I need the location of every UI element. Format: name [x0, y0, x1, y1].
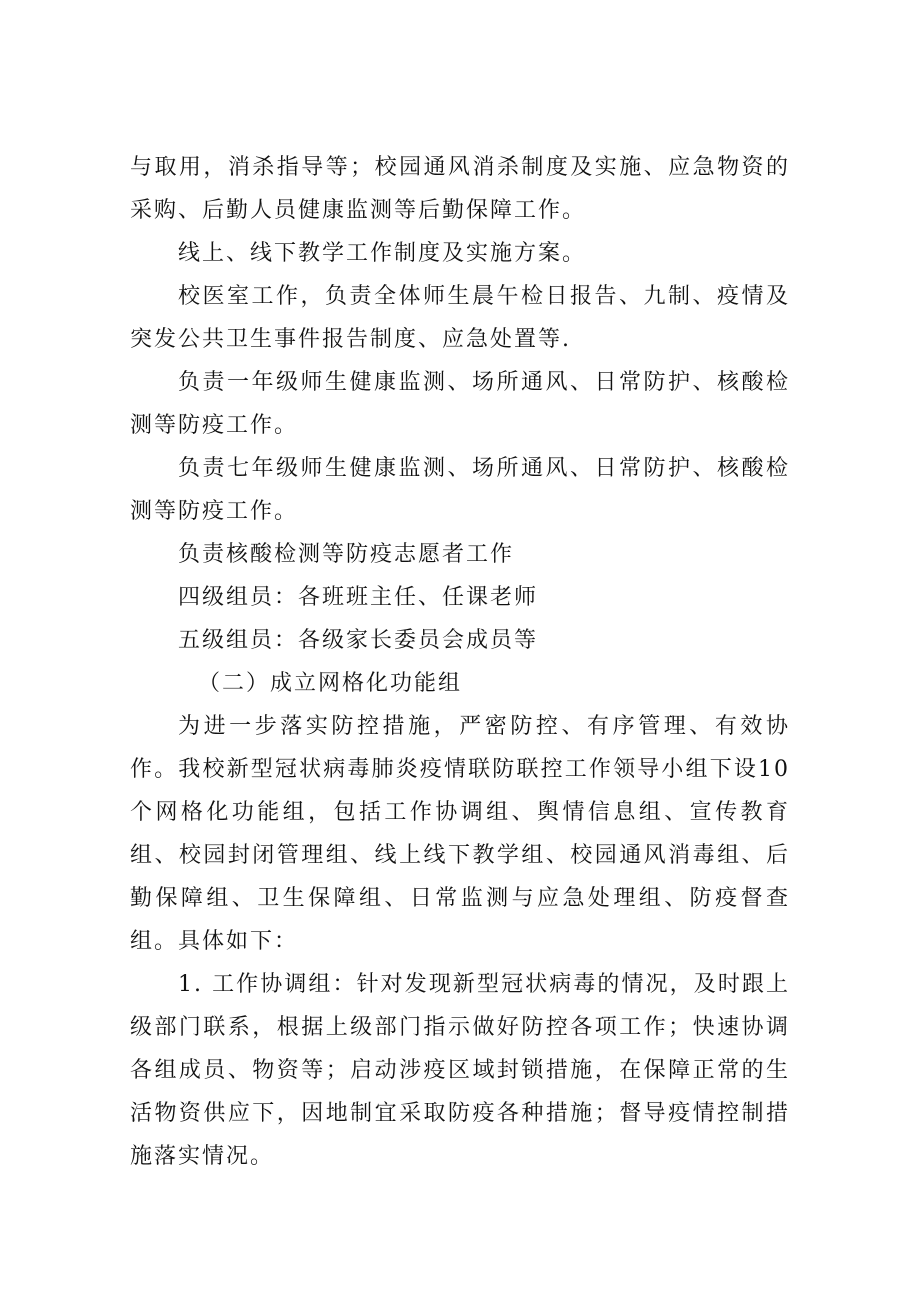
paragraph-volunteers: 负责核酸检测等防疫志愿者工作: [178, 542, 515, 567]
paragraph-logistics-continued: 与取用，消杀指导等；校园通风消杀制度及实施、应急物资的采购、后勤人员健康监测等后勤保障工作。: [130, 155, 790, 223]
paragraph-school-clinic: 校医室工作，负责全体师生晨午检日报告、九制、疫情及突发公共卫生事件报告制度、应急处置等.: [130, 284, 790, 352]
paragraph-level-five-members: 五级组员：各级家长委员会成员等: [178, 628, 539, 653]
paragraph-grade-seven: 负责七年级师生健康监测、场所通风、日常防护、核酸检测等防疫工作。: [130, 456, 790, 524]
paragraph-coordination-group: 1. 工作协调组：针对发现新型冠状病毒的情况，及时跟上级部门联系，根据上级部门指示做好防控各项工作；快速协调各组成员、物资等；启动涉疫区域封锁措施，在保障正常的生活物资供应下，因地制宜采取防疫各种措施；督导疫情控制措施落实情况。: [130, 972, 790, 1169]
document-body: [130, 146, 790, 1178]
section-heading-grid-groups: （二）成立网格化功能组: [198, 671, 463, 696]
paragraph-grid-groups-intro: 为进一步落实防控措施，严密防控、有序管理、有效协作。我校新型冠状病毒肺炎疫情联防联控工作领导小组下设10个网格化功能组，包括工作协调组、舆情信息组、宣传教育组、校园封闭管理组、线上线下教学组、校园通风消毒组、后勤保障组、卫生保障组、日常监测与应急处理组、防疫督查组。具体如下：: [130, 714, 790, 954]
paragraph-teaching-plan: 线上、线下教学工作制度及实施方案。: [178, 241, 587, 266]
paragraph-grade-one: 负责一年级师生健康监测、场所通风、日常防护、核酸检测等防疫工作。: [130, 370, 790, 438]
paragraph-level-four-members: 四级组员：各班班主任、任课老师: [178, 585, 539, 610]
